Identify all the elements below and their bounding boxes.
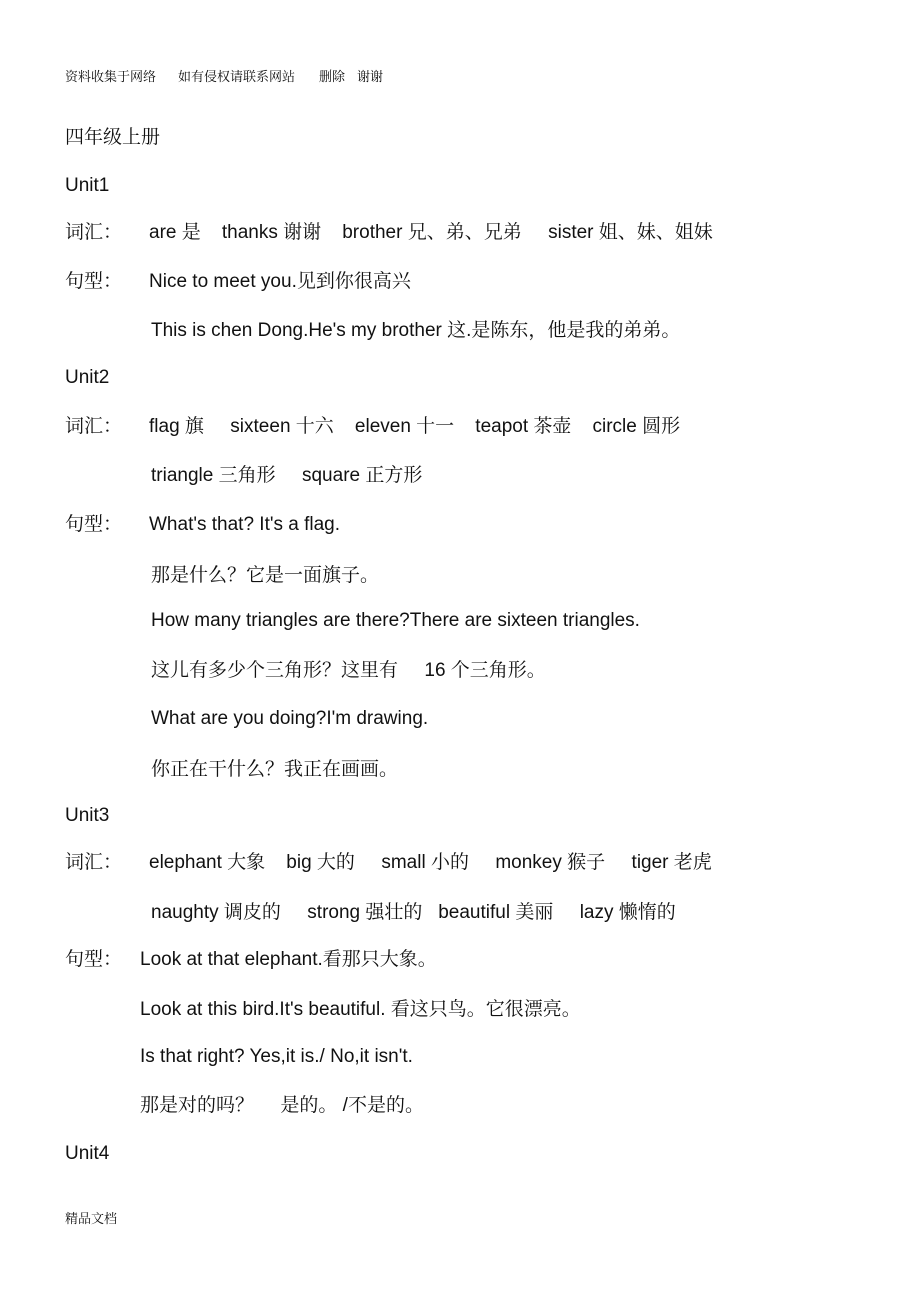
sentence-text: 这儿有多少个三角形？这里有 16 个三角形。 <box>151 660 546 681</box>
header-line <box>65 69 383 87</box>
sentence-text: How many triangles are there?There are sixteen triangles. <box>151 610 640 631</box>
sentence-text: Is that right? Yes,it is./ No,it isn't. <box>140 1046 413 1067</box>
vocab-label: 词汇： <box>65 222 123 243</box>
page-title: 四年级上册 <box>65 126 161 148</box>
vocab-row <box>65 415 680 439</box>
unit-heading: Unit3 <box>65 805 110 826</box>
vocab-row <box>65 221 713 245</box>
sentence-text: 你正在干什么？我正在画画。 <box>151 759 399 780</box>
header-delete: 删除 <box>319 70 346 85</box>
vocab-text: elephant 大象 big 大的 small 小的 monkey 猴子 tiger 老虎 <box>149 852 712 873</box>
sentence-label: 句型： <box>65 949 123 970</box>
sentence-label: 句型： <box>65 271 123 292</box>
vocab-text: triangle 三角形 square 正方形 <box>151 465 423 486</box>
sentence-text: Nice to meet you.见到你很高兴 <box>149 271 411 292</box>
vocab-label: 词汇： <box>65 852 123 873</box>
sentence-text: 那是什么？它是一面旗子。 <box>151 565 380 586</box>
sentence-text: This is chen Dong.He's my brother 这.是陈东，他是我的弟弟。 <box>151 320 681 341</box>
header-thanks: 谢谢 <box>357 70 384 85</box>
sentence-row <box>65 270 411 294</box>
header-notice: 如有侵权请联系网站 <box>178 70 296 85</box>
sentence-text: What's that? It's a flag. <box>149 514 341 535</box>
sentence-label: 句型： <box>65 514 123 535</box>
sentence-text: 那是对的吗？ 是的。 /不是的。 <box>140 1095 424 1116</box>
unit-heading: Unit1 <box>65 175 110 196</box>
vocab-text: naughty 调皮的 strong 强壮的 beautiful 美丽 lazy 懒惰的 <box>151 902 676 923</box>
sentence-text: What are you doing?I'm drawing. <box>151 708 429 729</box>
sentence-text: Look at this bird.It's beautiful. 看这只鸟。它很漂亮。 <box>140 999 581 1020</box>
header-source: 资料收集于网络 <box>65 70 157 85</box>
unit-heading: Unit2 <box>65 367 110 388</box>
vocab-text: flag 旗 sixteen 十六 eleven 十一 teapot 茶壶 circle 圆形 <box>149 416 681 437</box>
footer-text: 精品文档 <box>65 1212 118 1227</box>
vocab-row <box>65 851 712 875</box>
sentence-row <box>65 513 340 537</box>
vocab-text: are 是 thanks 谢谢 brother 兄、弟、兄弟 sister 姐、妹、姐妹 <box>149 222 713 243</box>
unit-heading: Unit4 <box>65 1143 110 1164</box>
sentence-row <box>65 948 437 972</box>
sentence-text: Look at that elephant.看那只大象。 <box>140 949 437 970</box>
vocab-label: 词汇： <box>65 416 123 437</box>
